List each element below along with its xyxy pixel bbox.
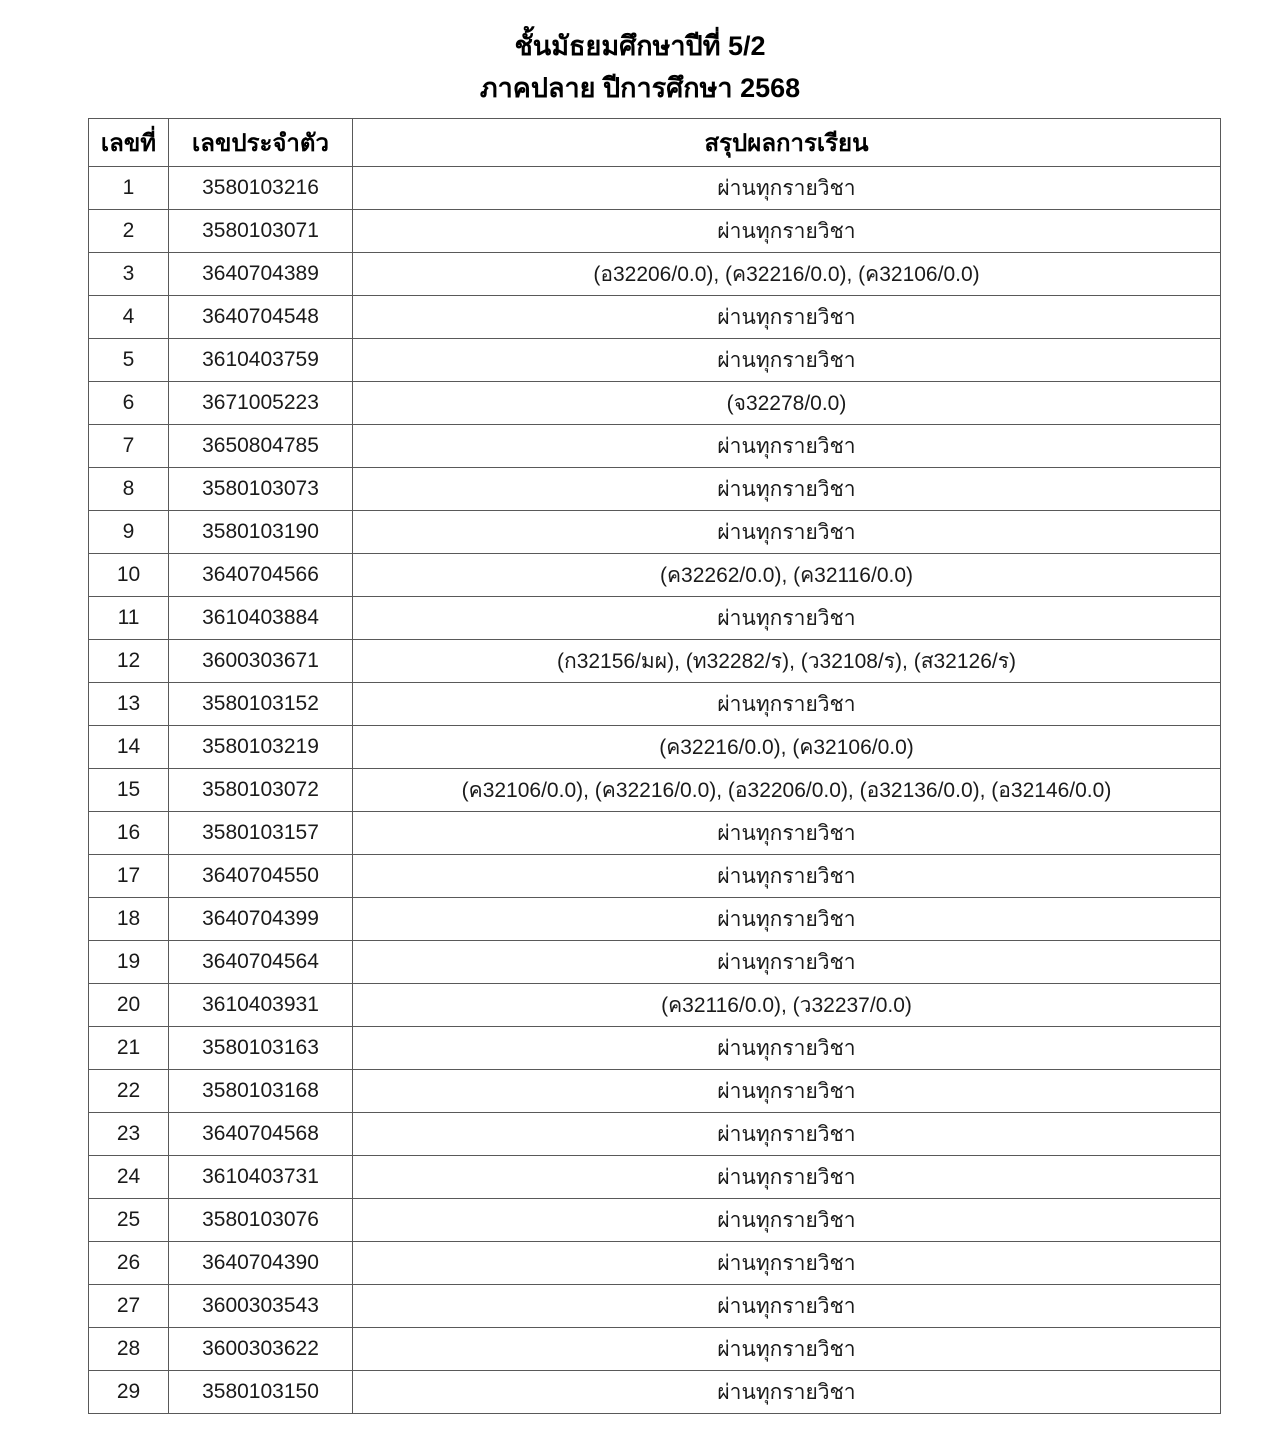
column-header-result: สรุปผลการเรียน [353, 119, 1221, 167]
table-row [89, 382, 1221, 425]
page-subtitle: ภาคปลาย ปีการศึกษา 2568 [479, 72, 801, 103]
cell-no: 7 [89, 425, 169, 468]
cell-no: 5 [89, 339, 169, 382]
column-header-no: เลขที่ [89, 119, 169, 167]
cell-result: (ก32156/มผ), (ท32282/ร), (ว32108/ร), (ส32126/ร) [353, 640, 1221, 683]
table-row [89, 640, 1221, 683]
cell-student-id: 3580103072 [169, 769, 353, 812]
table-row [89, 769, 1221, 812]
cell-result: ผ่านทุกรายวิชา [353, 1285, 1221, 1328]
cell-student-id: 3640704390 [169, 1242, 353, 1285]
cell-result: ผ่านทุกรายวิชา [353, 1242, 1221, 1285]
cell-no: 21 [89, 1027, 169, 1070]
cell-no: 27 [89, 1285, 169, 1328]
cell-no: 12 [89, 640, 169, 683]
cell-student-id: 3671005223 [169, 382, 353, 425]
cell-student-id: 3640704550 [169, 855, 353, 898]
table-row [89, 339, 1221, 382]
cell-result: ผ่านทุกรายวิชา [353, 1328, 1221, 1371]
cell-result: (ค32216/0.0), (ค32106/0.0) [353, 726, 1221, 769]
cell-result: ผ่านทุกรายวิชา [353, 597, 1221, 640]
cell-result: (ค32106/0.0), (ค32216/0.0), (อ32206/0.0), (อ32136/0.0), (อ32146/0.0) [353, 769, 1221, 812]
table-row [89, 425, 1221, 468]
cell-no: 13 [89, 683, 169, 726]
results-table [88, 118, 1221, 1414]
cell-no: 9 [89, 511, 169, 554]
cell-student-id: 3580103152 [169, 683, 353, 726]
cell-student-id: 3600303622 [169, 1328, 353, 1371]
cell-student-id: 3650804785 [169, 425, 353, 468]
table-row [89, 210, 1221, 253]
cell-student-id: 3640704548 [169, 296, 353, 339]
table-row [89, 1027, 1221, 1070]
cell-student-id: 3610403759 [169, 339, 353, 382]
cell-result: ผ่านทุกรายวิชา [353, 425, 1221, 468]
cell-student-id: 3600303671 [169, 640, 353, 683]
cell-result: ผ่านทุกรายวิชา [353, 1156, 1221, 1199]
cell-result: ผ่านทุกรายวิชา [353, 683, 1221, 726]
cell-result: ผ่านทุกรายวิชา [353, 468, 1221, 511]
table-row [89, 1242, 1221, 1285]
cell-result: ผ่านทุกรายวิชา [353, 210, 1221, 253]
cell-no: 1 [89, 167, 169, 210]
cell-result: ผ่านทุกรายวิชา [353, 941, 1221, 984]
cell-student-id: 3580103190 [169, 511, 353, 554]
cell-no: 23 [89, 1113, 169, 1156]
cell-no: 8 [89, 468, 169, 511]
table-row [89, 1285, 1221, 1328]
cell-no: 25 [89, 1199, 169, 1242]
cell-no: 19 [89, 941, 169, 984]
cell-no: 16 [89, 812, 169, 855]
table-row [89, 468, 1221, 511]
table-row [89, 554, 1221, 597]
cell-student-id: 3640704399 [169, 898, 353, 941]
table-row [89, 1113, 1221, 1156]
column-header-student-id: เลขประจำตัว [169, 119, 353, 167]
cell-student-id: 3580103163 [169, 1027, 353, 1070]
table-row [89, 167, 1221, 210]
cell-result: (อ32206/0.0), (ค32216/0.0), (ค32106/0.0) [353, 253, 1221, 296]
cell-result: ผ่านทุกรายวิชา [353, 1070, 1221, 1113]
table-row [89, 855, 1221, 898]
cell-student-id: 3610403884 [169, 597, 353, 640]
cell-student-id: 3580103157 [169, 812, 353, 855]
table-row [89, 683, 1221, 726]
document-header [0, 0, 1280, 110]
cell-no: 11 [89, 597, 169, 640]
cell-no: 17 [89, 855, 169, 898]
table-row [89, 1328, 1221, 1371]
table-row [89, 726, 1221, 769]
cell-student-id: 3640704564 [169, 941, 353, 984]
cell-no: 26 [89, 1242, 169, 1285]
cell-result: ผ่านทุกรายวิชา [353, 167, 1221, 210]
cell-result: (ค32262/0.0), (ค32116/0.0) [353, 554, 1221, 597]
cell-student-id: 3580103168 [169, 1070, 353, 1113]
table-row [89, 898, 1221, 941]
table-row [89, 1156, 1221, 1199]
cell-result: ผ่านทุกรายวิชา [353, 296, 1221, 339]
table-row [89, 597, 1221, 640]
cell-no: 2 [89, 210, 169, 253]
cell-no: 28 [89, 1328, 169, 1371]
cell-result: ผ่านทุกรายวิชา [353, 1113, 1221, 1156]
table-row [89, 984, 1221, 1027]
cell-no: 15 [89, 769, 169, 812]
cell-student-id: 3580103216 [169, 167, 353, 210]
cell-student-id: 3580103073 [169, 468, 353, 511]
cell-student-id: 3580103219 [169, 726, 353, 769]
cell-no: 24 [89, 1156, 169, 1199]
cell-result: ผ่านทุกรายวิชา [353, 1027, 1221, 1070]
table-row [89, 1070, 1221, 1113]
cell-no: 3 [89, 253, 169, 296]
cell-no: 4 [89, 296, 169, 339]
cell-no: 22 [89, 1070, 169, 1113]
cell-no: 18 [89, 898, 169, 941]
cell-no: 20 [89, 984, 169, 1027]
cell-result: ผ่านทุกรายวิชา [353, 855, 1221, 898]
cell-no: 29 [89, 1371, 169, 1414]
table-row [89, 1371, 1221, 1414]
cell-no: 14 [89, 726, 169, 769]
cell-student-id: 3640704568 [169, 1113, 353, 1156]
cell-student-id: 3580103150 [169, 1371, 353, 1414]
cell-result: (จ32278/0.0) [353, 382, 1221, 425]
table-row [89, 1199, 1221, 1242]
table-row [89, 812, 1221, 855]
cell-student-id: 3600303543 [169, 1285, 353, 1328]
table-row [89, 941, 1221, 984]
cell-result: ผ่านทุกรายวิชา [353, 898, 1221, 941]
cell-no: 6 [89, 382, 169, 425]
cell-result: ผ่านทุกรายวิชา [353, 339, 1221, 382]
table-body [89, 167, 1221, 1414]
cell-student-id: 3610403931 [169, 984, 353, 1027]
cell-student-id: 3640704566 [169, 554, 353, 597]
cell-result: ผ่านทุกรายวิชา [353, 1371, 1221, 1414]
cell-student-id: 3580103071 [169, 210, 353, 253]
table-row [89, 253, 1221, 296]
page-title: ชั้นมัธยมศึกษาปีที่ 5/2 [514, 31, 766, 61]
table-row [89, 296, 1221, 339]
cell-result: ผ่านทุกรายวิชา [353, 812, 1221, 855]
cell-result: ผ่านทุกรายวิชา [353, 511, 1221, 554]
cell-result: (ค32116/0.0), (ว32237/0.0) [353, 984, 1221, 1027]
cell-student-id: 3580103076 [169, 1199, 353, 1242]
cell-no: 10 [89, 554, 169, 597]
cell-student-id: 3610403731 [169, 1156, 353, 1199]
table-row [89, 511, 1221, 554]
cell-student-id: 3640704389 [169, 253, 353, 296]
cell-result: ผ่านทุกรายวิชา [353, 1199, 1221, 1242]
table-header-row [89, 119, 1221, 167]
